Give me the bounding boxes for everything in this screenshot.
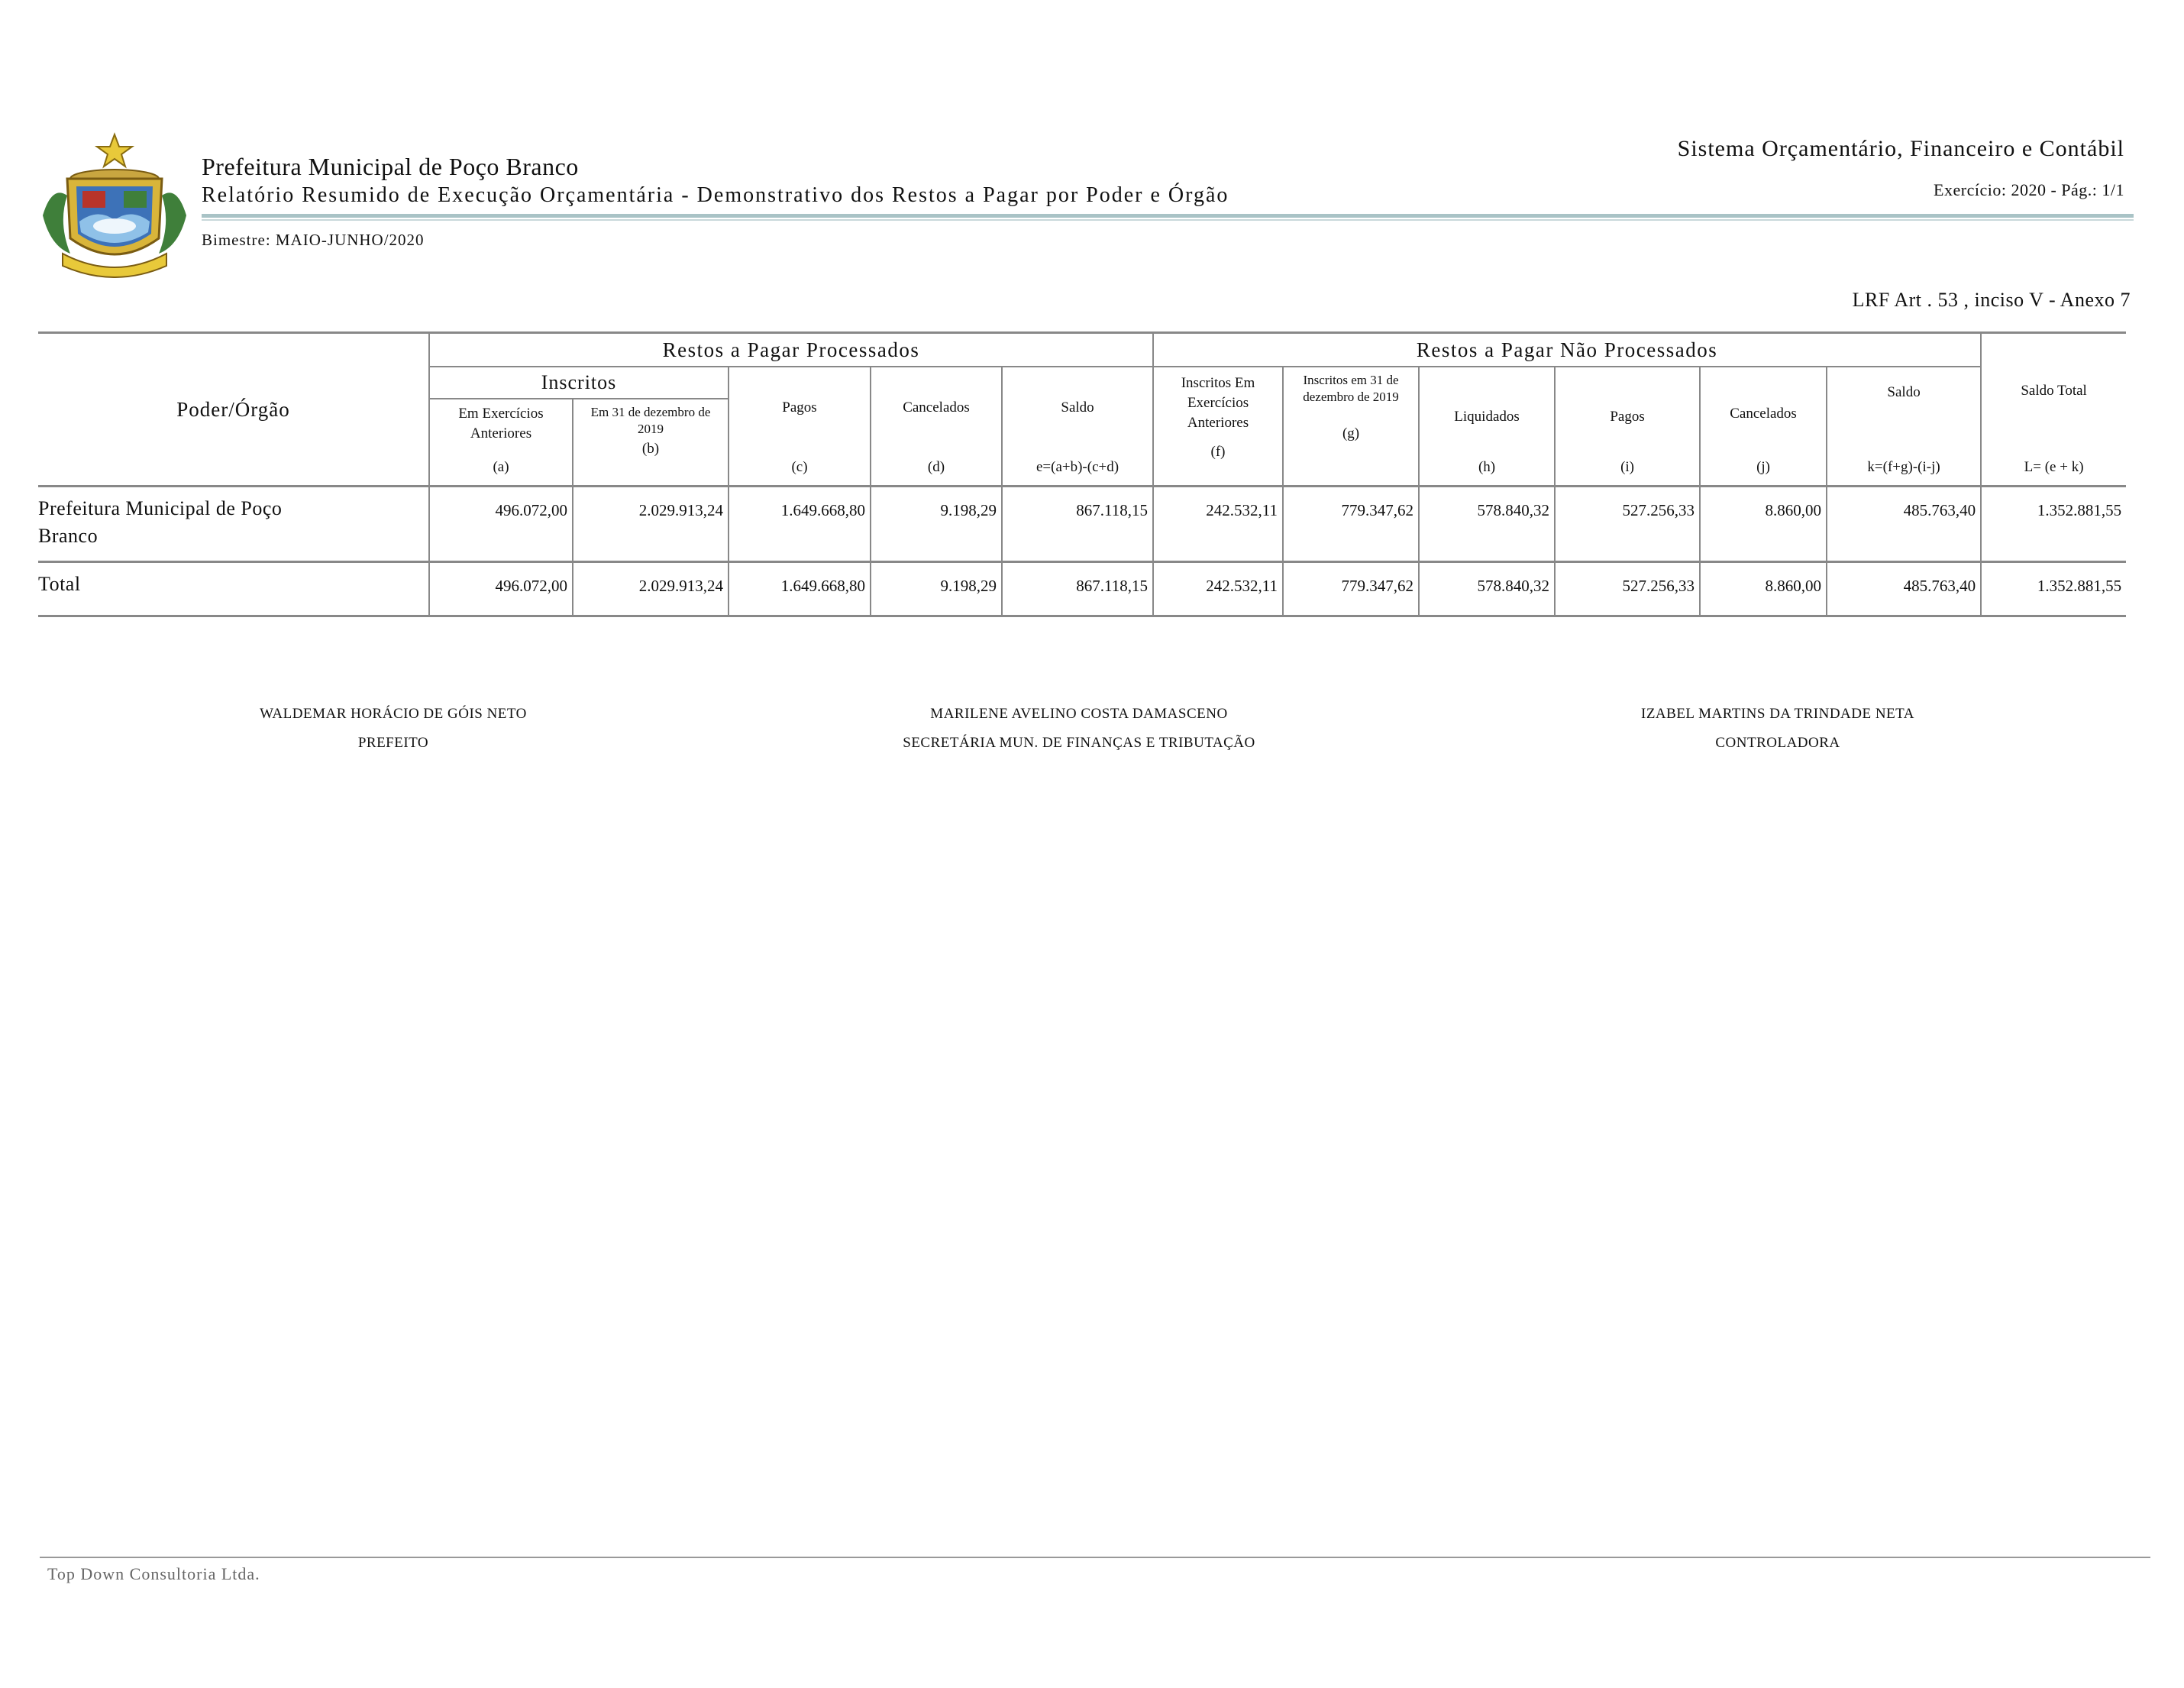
col-header-saldo-e: Saldo e=(a+b)-(c+d): [1002, 367, 1153, 487]
poder-orgao-header: Poder/Órgão: [38, 333, 429, 487]
cell-a: 496.072,00: [429, 562, 573, 616]
cell-d: 9.198,29: [871, 562, 1002, 616]
cell-b: 2.029.913,24: [573, 562, 729, 616]
col-header-cancelados-j: Cancelados (j): [1700, 367, 1827, 487]
org-name: Prefeitura Municipal de Poço Branco: [202, 153, 579, 180]
table-row: [38, 487, 2126, 562]
signature-role: PREFEITO: [357, 735, 429, 751]
signature-block: [812, 700, 1346, 758]
header-divider: [202, 214, 2134, 218]
cell-e: 867.118,15: [1002, 562, 1153, 616]
signature-name: IZABEL MARTINS DA TRINDADE NETA: [1641, 706, 1914, 722]
signature-role: SECRETÁRIA MUN. DE FINANÇAS E TRIBUTAÇÃO: [903, 735, 1255, 751]
lrf-reference: LRF Art . 53 , inciso V - Anexo 7: [1852, 289, 2131, 311]
cell-l: 1.352.881,55: [1981, 487, 2126, 562]
col-header-pagos-i: Pagos (i): [1555, 367, 1700, 487]
col-header-saldo-k: Saldo k=(f+g)-(i-j): [1827, 367, 1981, 487]
cell-i: 527.256,33: [1555, 487, 1700, 562]
report-title: Relatório Resumido de Execução Orçamentária - Demonstrativo dos Restos a Pagar por Poder e Órgão: [202, 183, 1229, 207]
col-header-inscritos-anteriores-f: Inscritos Em Exercícios Anteriores (f): [1153, 367, 1283, 487]
cell-g: 779.347,62: [1283, 487, 1419, 562]
cell-j: 8.860,00: [1700, 487, 1827, 562]
cell-f: 242.532,11: [1153, 487, 1283, 562]
footer-company: Top Down Consultoria Ltda.: [47, 1564, 260, 1583]
signature-block: [1510, 700, 2045, 758]
signature-block: [126, 700, 661, 758]
group-nao-processados-header: Restos a Pagar Não Processados: [1153, 333, 1981, 367]
signature-role: CONTROLADORA: [1715, 735, 1840, 751]
col-header-em-exercicios-anteriores-a: Em Exercícios Anteriores (a): [429, 399, 573, 487]
cell-g: 779.347,62: [1283, 562, 1419, 616]
cell-e: 867.118,15: [1002, 487, 1153, 562]
cell-h: 578.840,32: [1419, 487, 1555, 562]
cell-k: 485.763,40: [1827, 562, 1981, 616]
col-header-em-31-dezembro-2019-b: Em 31 de dezembro de 2019 (b): [573, 399, 729, 487]
cell-k: 485.763,40: [1827, 487, 1981, 562]
table-row-total: [38, 562, 2126, 616]
cell-j: 8.860,00: [1700, 562, 1827, 616]
bimestre-label: Bimestre: MAIO-JUNHO/2020: [202, 231, 425, 249]
cell-l: 1.352.881,55: [1981, 562, 2126, 616]
col-header-cancelados-d: Cancelados (d): [871, 367, 1002, 487]
restos-a-pagar-table: [38, 331, 2126, 617]
cell-i: 527.256,33: [1555, 562, 1700, 616]
footer-divider: [40, 1557, 2150, 1558]
col-header-liquidados-h: Liquidados (h): [1419, 367, 1555, 487]
signature-name: WALDEMAR HORÁCIO DE GÓIS NETO: [260, 706, 527, 722]
signature-name: MARILENE AVELINO COSTA DAMASCENO: [930, 706, 1228, 722]
exercicio-page-info: Exercício: 2020 - Pág.: 1/1: [1934, 180, 2124, 199]
cell-h: 578.840,32: [1419, 562, 1555, 616]
cell-c: 1.649.668,80: [729, 487, 871, 562]
system-name: Sistema Orçamentário, Financeiro e Contábil: [1677, 136, 2124, 161]
coat-of-arms-logo: [37, 131, 192, 278]
cell-b: 2.029.913,24: [573, 487, 729, 562]
row-name: Total: [38, 562, 429, 616]
cell-c: 1.649.668,80: [729, 562, 871, 616]
subgroup-inscritos-header: Inscritos: [429, 367, 729, 399]
cell-a: 496.072,00: [429, 487, 573, 562]
col-header-saldo-total: Saldo Total L= (e + k): [1981, 333, 2126, 487]
row-name: Prefeitura Municipal de Poço Branco: [38, 487, 429, 562]
group-processados-header: Restos a Pagar Processados: [429, 333, 1153, 367]
col-header-pagos-c: Pagos (c): [729, 367, 871, 487]
col-header-inscritos-2019-g: Inscritos em 31 de dezembro de 2019 (g): [1283, 367, 1419, 487]
cell-f: 242.532,11: [1153, 562, 1283, 616]
cell-d: 9.198,29: [871, 487, 1002, 562]
header-divider-secondary: [202, 219, 2134, 221]
